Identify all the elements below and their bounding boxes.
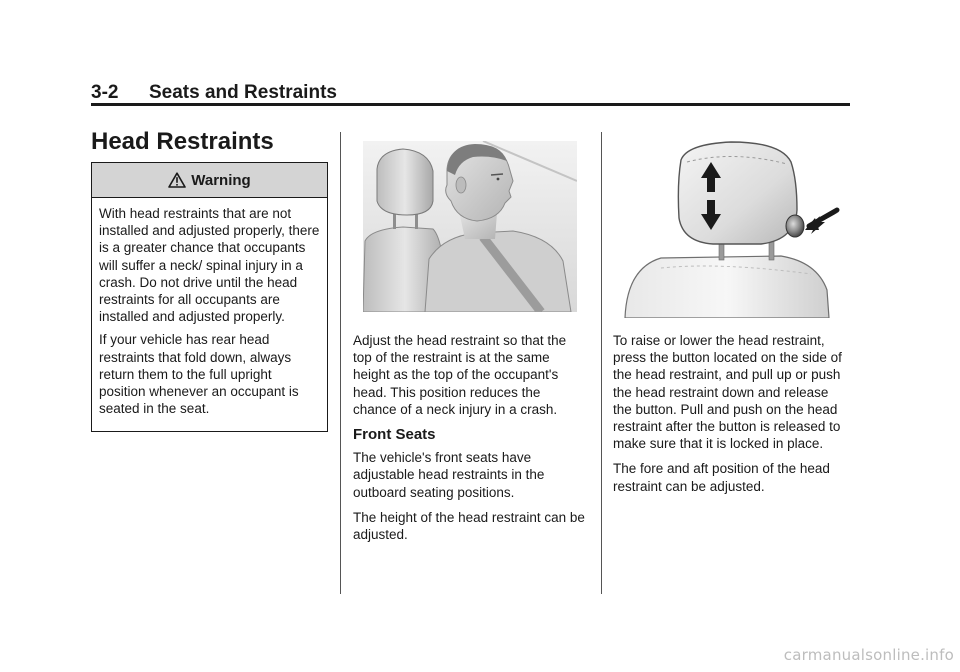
column-2-paragraph-3: The height of the head restraint can be adjusted. [353,509,585,543]
column-divider-2 [601,132,602,594]
warning-box [91,162,328,432]
warning-body [92,198,327,417]
column-2-paragraph-1: Adjust the head restraint so that the top of the restraint is at the same height as the top of the occupant's head. This position reduces the chance of a neck injury in a crash. [353,333,567,417]
page-number: 3-2 [91,82,119,103]
column-3-paragraph-2: The fore and aft position of the head restraint can be adjusted. [613,461,830,494]
header-rule [91,103,850,106]
warning-label: Warning [191,171,251,189]
watermark: carmanualsonline.info [783,646,954,664]
section-title: Head Restraints [91,128,274,155]
column-3-text [613,332,850,503]
warning-header [92,163,327,198]
column-2-paragraph-2: The vehicle's front seats have adjustable head restraints in the outboard seating positions. [353,450,545,500]
column-3-paragraph-1: To raise or lower the head restraint, press the button located on the side of the head restraint, and pull up or push the head restraint down and release the button. Pull and push on the head restraint after the button is released to make sure that it is locked in place. [613,333,842,452]
warning-triangle-icon [168,172,186,188]
column-divider-1 [340,132,341,594]
occupant-head-restraint-illustration [363,141,577,312]
warning-paragraph-2: If your vehicle has rear head restraints that fold down, always return them to the full upright position whenever an occupant is seated in the seat. [99,332,299,417]
chapter-title: Seats and Restraints [149,82,337,103]
head-restraint-adjustment-illustration [621,140,843,318]
front-seats-subheading: Front Seats [353,426,436,444]
warning-paragraph-1: With head restraints that are not installed and adjusted properly, there is a greater chance that occupants will suffer a neck/ spinal injury in a crash. Do not drive until the head restraints for all occupants are installed and adjusted properly. [99,206,320,325]
column-2-text [353,332,585,551]
